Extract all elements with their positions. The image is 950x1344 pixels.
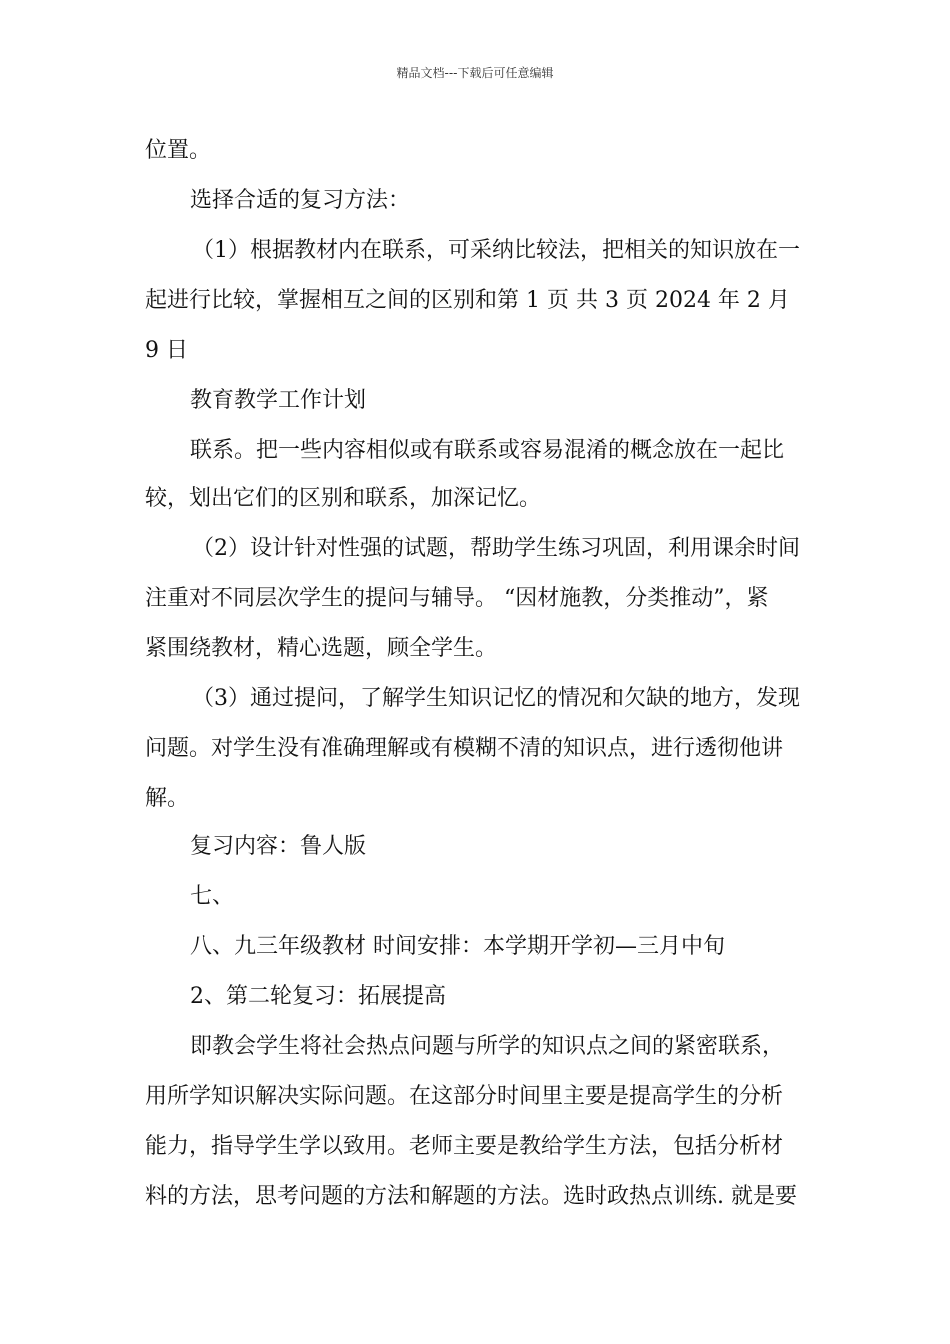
text-line: 起进行比较，掌握相互之间的区别和第 1 页 共 3 页 2024 年 2 月	[145, 288, 790, 313]
text-line: 复习内容：鲁人版	[190, 834, 367, 859]
text-line: 2、第二轮复习：拓展提高	[190, 984, 446, 1009]
text-line: 解。	[145, 786, 190, 811]
text-line: （2）设计针对性强的试题，帮助学生练习巩固，利用课余时间	[192, 536, 800, 561]
text-line: 联系。把一些内容相似或有联系或容易混淆的概念放在一起比	[190, 438, 785, 463]
text-line: 料的方法，思考问题的方法和解题的方法。选时政热点训练. 就是要	[145, 1184, 797, 1209]
text-line: 9 日	[145, 338, 188, 363]
text-line: 八、九三年级教材 时间安排：本学期开学初—三月中旬	[190, 934, 725, 959]
text-line: （1）根据教材内在联系，可采纳比较法，把相关的知识放在一	[192, 238, 800, 263]
text-line: 七、	[190, 884, 235, 909]
text-line: 用所学知识解决实际问题。在这部分时间里主要是提高学生的分析	[145, 1084, 784, 1109]
text-line: 即教会学生将社会热点问题与所学的知识点之间的紧密联系，	[190, 1034, 785, 1059]
text-line: 选择合适的复习方法：	[190, 188, 411, 213]
page-header: 精品文档---下载后可任意编辑	[396, 66, 554, 80]
text-line: 注重对不同层次学生的提问与辅导。 “因材施教，分类推动”，紧	[145, 586, 769, 611]
text-line: （3）通过提问，了解学生知识记忆的情况和欠缺的地方，发现	[192, 686, 800, 711]
text-line: 问题。对学生没有准确理解或有模糊不清的知识点，进行透彻他讲	[145, 736, 784, 761]
text-line: 较，划出它们的区别和联系，加深记忆。	[145, 486, 542, 511]
text-line: 能力，指导学生学以致用。老师主要是教给学生方法，包括分析材	[145, 1134, 784, 1159]
text-line: 教育教学工作计划	[190, 388, 367, 413]
text-line: 位置。	[145, 138, 212, 163]
text-line: 紧围绕教材，精心选题，顾全学生。	[145, 636, 498, 661]
